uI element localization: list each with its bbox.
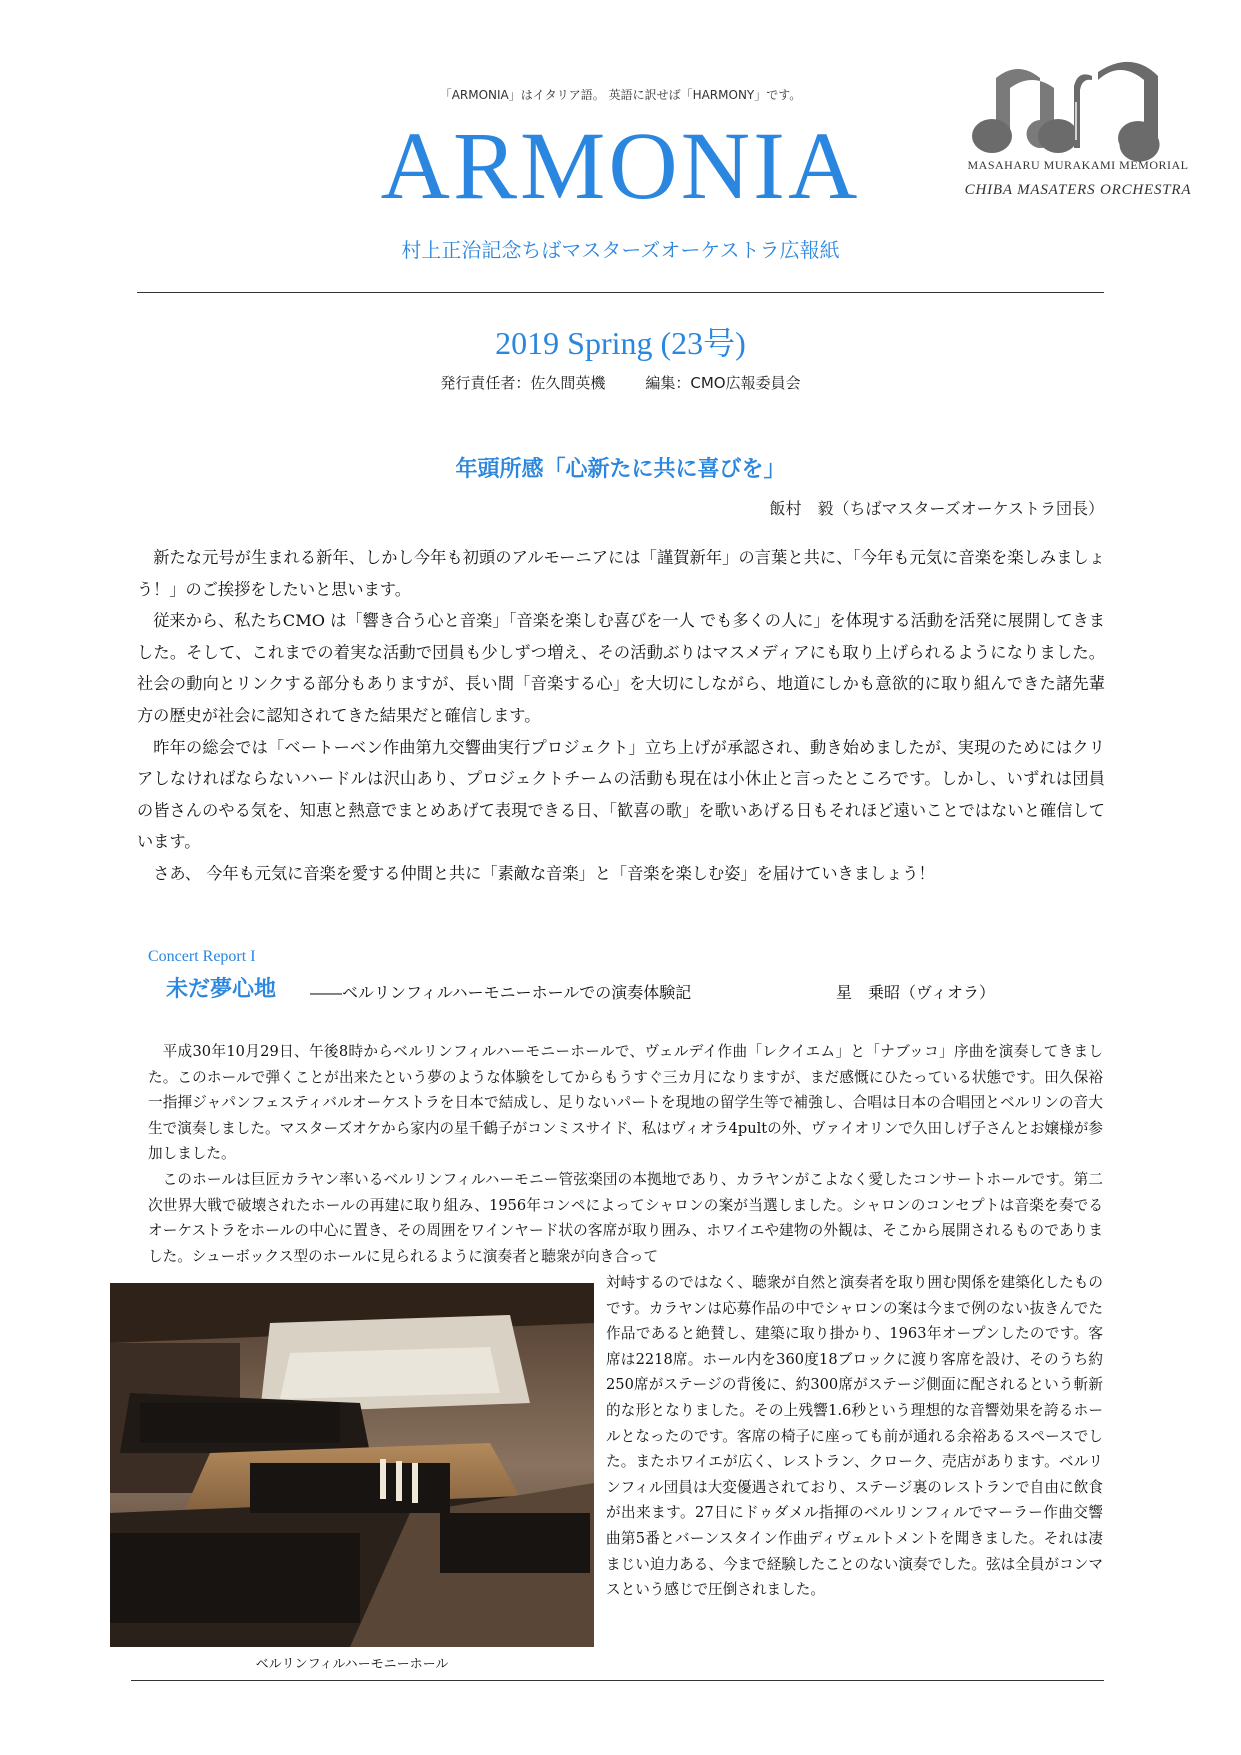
article-paragraph: さあ、 今年も元気に音楽を愛する仲間と共に「素敵な音楽」と「音楽を楽しむ姿」を届けていきましょう！: [153, 863, 935, 883]
publisher-line: [0, 372, 1241, 393]
concert-hall-photo: [110, 1283, 594, 1647]
report-author: 星 乗昭（ヴィオラ）: [836, 983, 996, 1002]
report-title: 未だ夢心地: [166, 976, 277, 1002]
photo-caption: ベルリンフィルハーモニーホール: [255, 1657, 449, 1672]
logo-text-line1: MASAHARU MURAKAMI MEMORIAL: [967, 158, 1189, 172]
footer-divider: [131, 1680, 1104, 1681]
report-paragraph: このホールは巨匠カラヤン率いるベルリンフィルハーモニー管弦楽団の本拠地であり、カラヤンがこよなく愛したコンサートホールです。第二次世界大戦で破壊されたホールの再建に取り組み、1956年コンペによってシャロンの案が当選しました。シャロンのコンセプトは音楽を奏でるオーケストラをホールの中心に置き、その周囲をワインヤード状の客席が取り囲み、ホワイエや建物の外観は、そこから展開されるものでありました。シューボックス型のホールに見られるように演奏者と聴衆が向き合って: [148, 1170, 1103, 1265]
report-body: [148, 1039, 1103, 1269]
masthead-subtitle: 村上正治記念ちばマスターズオーケストラ広報紙: [401, 238, 840, 262]
editor-name: 編集：CMO広報委員会: [645, 374, 801, 392]
publisher-name: 発行責任者：佐久間英機: [440, 374, 606, 392]
article-body: [137, 542, 1105, 890]
masthead-title: ARMONIA: [380, 112, 861, 219]
report-paragraph: 平成30年10月29日、午後8時からベルリンフィルハーモニーホールで、ヴェルデイ作曲「レクイエム」と「ナブッコ」序曲を演奏してきました。このホールで弾くことが出来たという夢のような体験をしてからもうすぐ三カ月になりますが、まだ感慨にひたっている状態です。田久保裕一指揮ジャパンフェスティバルオーケストラを日本で結成し、足りないパートを現地の留学生等で補強し、合唱は日本の合唱団とベルリンの音大生で演奏しました。マスターズオケから家内の星千鶴子がコンミスサイド、私はヴィオラ4pultの外、ヴァイオリンで久田しげ子さんとお嬢様が参加しました。: [148, 1043, 1103, 1163]
article-paragraph: 昨年の総会では「ベートーベン作曲第九交響曲実行プロジェクト」立ち上げが承認され、動き始めましたが、実現のためにはクリアしなければならないハードルは沢山あり、プロジェクトチームの活動も現在は小休止と言ったところです。しかし、いずれは団員の皆さんのやる気を、知恵と熱意でまとめあげて表現できる日、「歓喜の歌」を歌いあげる日もそれほど遠いことではないと確信しています。: [137, 737, 1105, 852]
masthead-tagline: 「ARMONIA」はイタリア語。 英語に訳せば「HARMONY」です。: [439, 88, 802, 102]
logo-text-line2: CHIBA MASATERS ORCHESTRA: [964, 182, 1192, 198]
article-paragraph: 従来から、私たちCMO は「響き合う心と音楽」「音楽を楽しむ喜びを一人 でも多くの人に」を体現する活動を活発に展開してきました。そして、これまでの着実な活動で団員も少しずつ増え、その活動ぶりはマスメディアにも取り上げられるようになりました。社会の動向とリンクする部分もありますが、長い間「音楽する心」を大切にしながら、地道にしかも意欲的に取り組んできた諸先輩方の歴史が社会に認知されてきた結果だと確信します。: [137, 611, 1105, 725]
issue-label: 2019 Spring (23号): [495, 325, 746, 361]
header-divider: [137, 292, 1104, 293]
article-author: 飯村 毅（ちばマスターズオーケストラ団長）: [769, 499, 1104, 518]
report-continuation: 対峙するのではなく、聴衆が自然と演奏者を取り囲む関係を建築化したものです。カラヤンは応募作品の中でシャロンの案は今まで例のない抜きんでた作品であると絶賛し、建築に取り掛かり、1963年オープンしたのです。客席は2218席。ホール内を360度18ブロックに渡り客席を設け、そのうち約250席がステージの背後に、約300席がステージ側面に配されるという斬新的な形となりました。その上残響1.6秒という理想的な音響効果を誇るホールとなったのです。客席の椅子に座っても前が通れる余裕あるスペースでした。またホワイエが広く、レストラン、クローク、売店があります。ベルリンフィル団員は大変優遇されており、ステージ裏のレストランで自由に飲食が出来ます。27日にドゥダメル指揮のベルリンフィルでマーラー作曲交響曲第5番とバーンスタイン作曲ディヴェルトメントを聞きました。それは凄まじい迫力ある、今まで経験したことのない演奏でした。弦は全員がコンマスという感じで圧倒されました。: [606, 1274, 1103, 1599]
article-paragraph: 新たな元号が生まれる新年、しかし今年も初頭のアルモーニアには「謹賀新年」の言葉と共に、「今年も元気に音楽を楽しみましょう！」のご挨拶をしたいと思います。: [137, 548, 1105, 599]
article-title: 年頭所感「心新たに共に喜びを」: [455, 456, 786, 482]
report-subtitle: ――ベルリンフィルハーモニーホールでの演奏体験記: [310, 983, 692, 1002]
report-kicker: Concert Report I: [148, 948, 256, 965]
